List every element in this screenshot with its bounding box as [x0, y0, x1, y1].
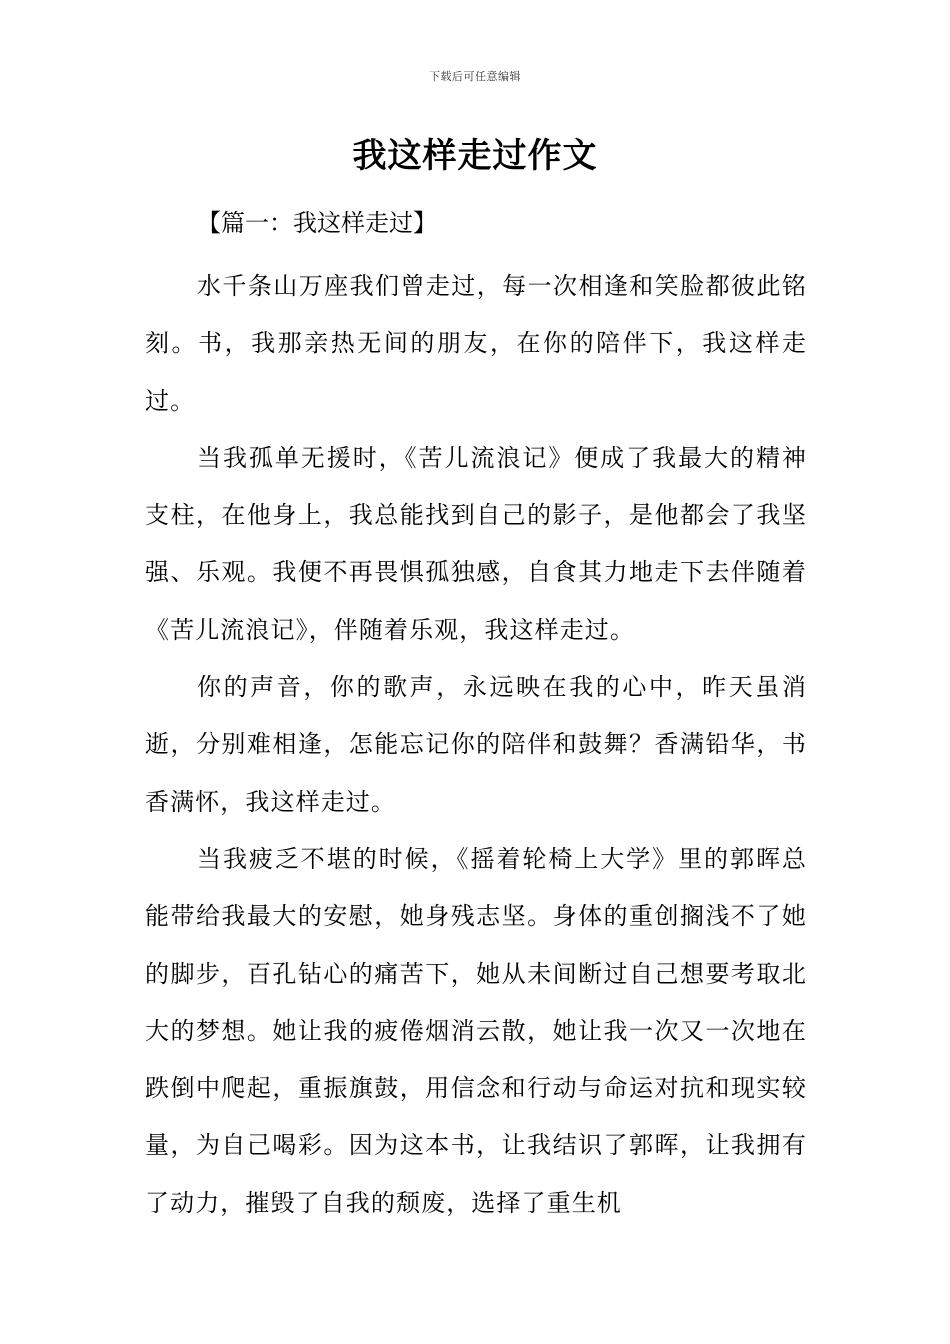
page-title: 我这样走过作文 — [352, 136, 598, 176]
paragraph-4: 当我疲乏不堪的时候，《摇着轮椅上大学》里的郭晖总能带给我最大的安慰，她身残志坚。身体的重创搁浅不了她的脚步，百孔钻心的痛苦下，她从未间断过自己想要考取北大的梦想。她让我的疲倦烟消云散，她让我一次又一次地在跌倒中爬起，重振旗鼓，用信念和行动与命运对抗和现实较量，为自己喝彩。因为这本书，让我结识了郭晖，让我拥有了动力，摧毁了自我的颓废，选择了重生机 — [145, 844, 807, 1217]
paragraph-1: 水千条山万座我们曾走过，每一次相逢和笑脸都彼此铭刻。书，我那亲热无间的朋友，在你的陪伴下，我这样走过。 — [145, 272, 807, 415]
document-body — [145, 200, 807, 1232]
paragraph-3: 你的声音，你的歌声，永远映在我的心中，昨天虽消逝，分别难相逢，怎能忘记你的陪伴和鼓舞？香满铅华，书香满怀，我这样走过。 — [145, 673, 807, 816]
spacer — [145, 246, 807, 258]
header-note: 下载后可任意编辑 — [429, 70, 521, 83]
paragraph-2: 当我孤单无援时，《苦儿流浪记》便成了我最大的精神支柱，在他身上，我总能找到自己的影子，是他都会了我坚强、乐观。我便不再畏惧孤独感，自食其力地走下去伴随着《苦儿流浪记》，伴随着乐观，我这样走过。 — [145, 443, 807, 644]
section-heading: 【篇一：我这样走过】 — [197, 209, 437, 237]
